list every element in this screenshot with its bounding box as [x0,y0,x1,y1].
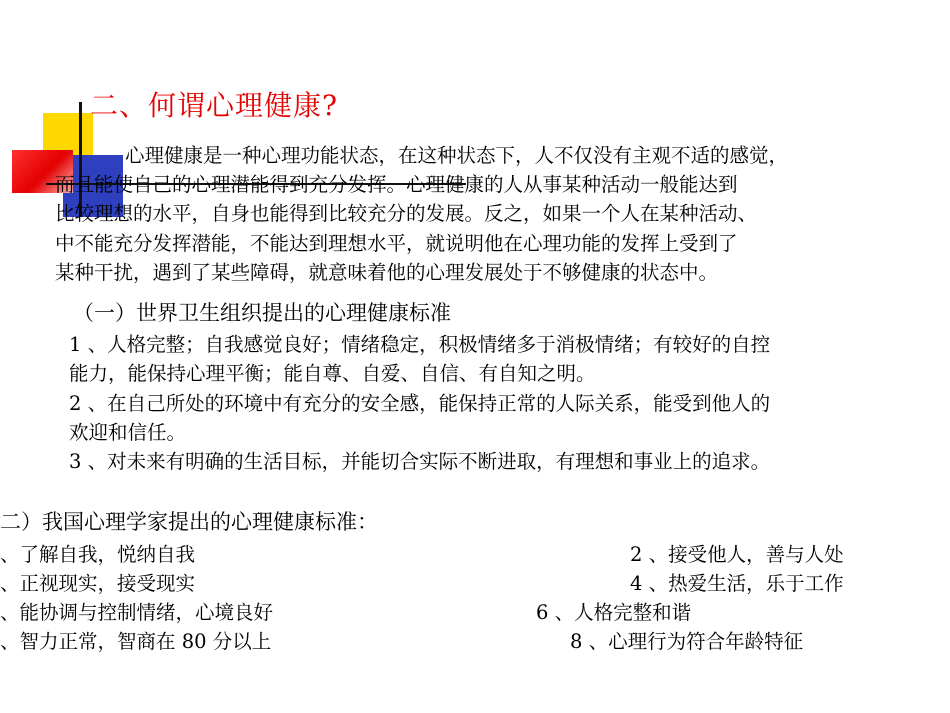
who-standard-line: 2 、在自己所处的环境中有充分的安全感，能保持正常的人际关系，能受到他人的 [69,391,771,415]
chinese-standards-row [0,539,950,569]
intro-paragraph [55,141,935,287]
standard-item-left: 、能协调与控制情绪，心境良好 [0,601,274,624]
standard-item-right: 4 、热爱生活，乐于工作 [630,572,844,595]
intro-line: 比较理想的水平，自身也能得到比较充分的发展。反之，如果一个人在某种活动、 [55,202,758,226]
intro-line: 而且能使自己的心理潜能得到充分发挥。心理健康的人从事某种活动一般能达到 [55,173,738,197]
intro-line: 某种干扰，遇到了某些障碍，就意味着他的心理发展处于不够健康的状态中。 [55,260,719,284]
chinese-standards-row [0,568,950,598]
who-standards-list [69,330,929,476]
who-standard-line: 1 、人格完整；自我感觉良好；情绪稳定，积极情绪多于消极情绪；有较好的自控 [69,333,771,356]
standard-item-right: 2 、接受他人，善与人处 [630,543,844,566]
standard-item-right: 6 、人格完整和谐 [536,601,692,624]
chinese-standards-row [0,626,950,656]
standard-item-left: 、智力正常，智商在 80 分以上 [0,630,272,653]
standard-item-right: 8 、心理行为符合年龄特征 [570,630,804,653]
intro-line: 中不能充分发挥潜能，不能达到理想水平，就说明他在心理功能的发挥上受到了 [55,231,738,255]
chinese-standards-row [0,597,950,627]
who-standards-heading: （一）世界卫生组织提出的心理健康标准 [73,301,451,325]
chinese-standards-heading: 二）我国心理学家提出的心理健康标准： [0,510,378,534]
who-standard-line: 欢迎和信任。 [69,420,187,444]
standard-item-left: 、正视现实，接受现实 [0,572,196,595]
who-standard-line: 能力，能保持心理平衡；能自尊、自爱、自信、有自知之明。 [69,362,596,386]
slide-title: 二、何谓心理健康? [90,89,339,122]
who-standard-line: 3 、对未来有明确的生活目标，并能切合实际不断进取，有理想和事业上的追求。 [69,450,771,474]
intro-line: 心理健康是一种心理功能状态，在这种状态下，人不仅没有主观不适的感觉， [125,144,789,167]
standard-item-left: 、了解自我，悦纳自我 [0,543,196,566]
